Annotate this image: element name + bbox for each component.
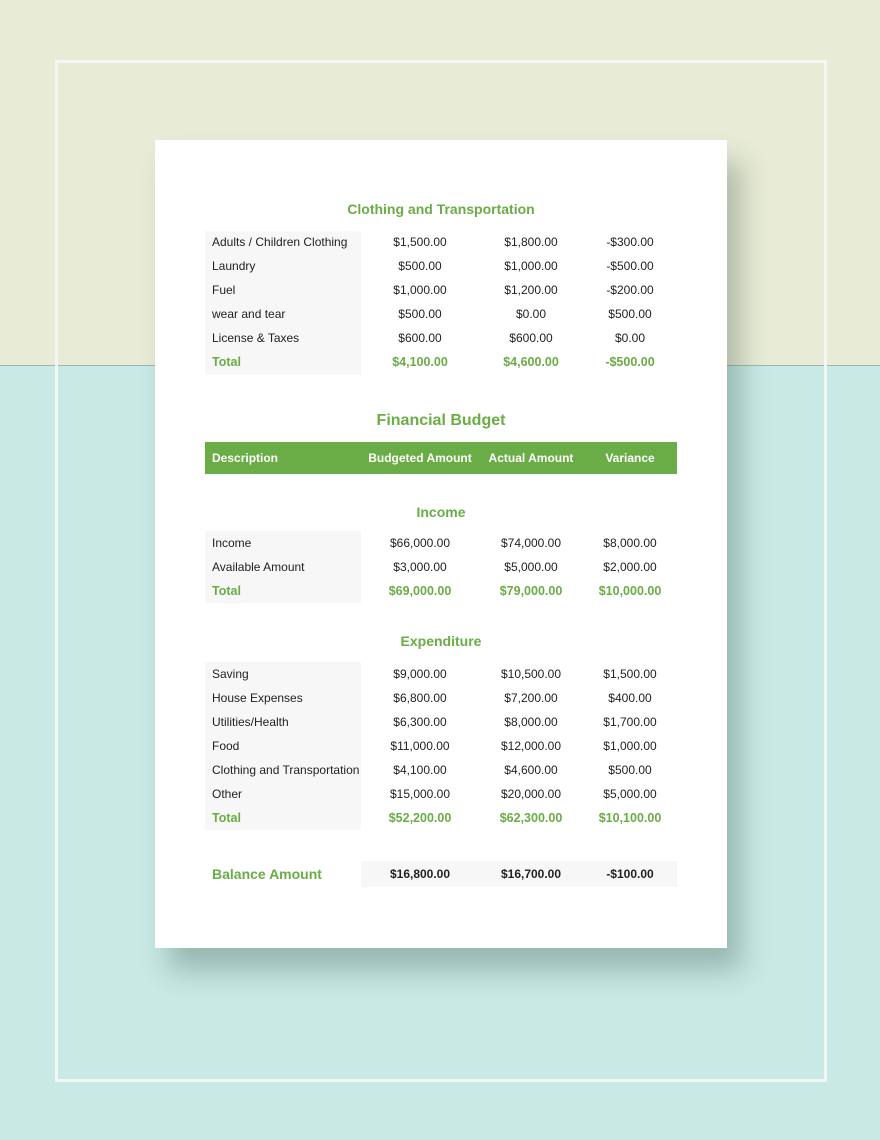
row-actual: $10,500.00 [500,667,562,681]
section-title-income: Income [416,504,466,520]
row-actual: $1,800.00 [504,235,558,249]
row-budgeted: $11,000.00 [390,739,450,753]
row-variance: $400.00 [608,691,652,705]
section-title-expenditure: Expenditure [400,633,482,649]
row-actual: $600.00 [509,331,553,345]
row-actual: $74,000.00 [500,536,562,550]
row-variance: $1,500.00 [603,667,657,681]
table-row [205,555,677,579]
header-actual: Actual Amount [488,451,574,465]
header-variance: Variance [605,451,655,465]
balance-row [205,862,677,886]
section-title-clothing-transportation: Clothing and Transportation [347,201,535,217]
total-actual: $79,000.00 [499,584,563,598]
table-row [205,326,677,350]
total-actual: $4,600.00 [503,355,559,369]
balance-budgeted: $16,800.00 [389,867,451,881]
table-row [205,782,677,806]
table-row [205,278,677,302]
table-header [205,442,677,474]
row-variance: -$500.00 [606,259,654,273]
row-actual: $5,000.00 [504,560,558,574]
row-actual: $8,000.00 [504,715,558,729]
row-description: Laundry [212,259,256,273]
row-variance: $1,700.00 [603,715,657,729]
row-description: House Expenses [212,691,303,705]
row-budgeted: $500.00 [398,259,442,273]
row-budgeted: $1,000.00 [393,283,447,297]
row-budgeted: $500.00 [398,307,442,321]
row-budgeted: $4,100.00 [393,763,447,777]
row-budgeted: $9,000.00 [393,667,447,681]
row-budgeted: $6,800.00 [393,691,447,705]
row-budgeted: $1,500.00 [393,235,447,249]
row-budgeted: $15,000.00 [389,787,451,801]
total-row [205,579,677,603]
row-description: Income [212,536,252,550]
row-variance: $2,000.00 [603,560,657,574]
row-budgeted: $6,300.00 [393,715,447,729]
row-budgeted: $66,000.00 [389,536,451,550]
balance-actual: $16,700.00 [500,867,562,881]
total-label: Total [212,584,241,598]
row-description: Food [212,739,240,753]
table-row [205,734,677,758]
total-variance: $10,000.00 [598,584,662,598]
row-description: Fuel [212,283,236,297]
row-actual: $1,200.00 [504,283,558,297]
row-actual: $0.00 [515,307,547,321]
row-description: Clothing and Transportation [212,763,360,777]
row-description: Saving [212,667,249,681]
total-row [205,806,677,830]
row-variance: $8,000.00 [603,536,657,550]
row-variance: $1,000.00 [603,739,657,753]
row-description: Utilities/Health [212,715,289,729]
row-budgeted: $600.00 [398,331,442,345]
row-description: Adults / Children Clothing [212,235,348,249]
header-description: Description [212,451,279,465]
header-budgeted: Budgeted Amount [368,451,472,465]
total-row [205,350,677,374]
total-variance: $10,100.00 [598,811,662,825]
balance-label: Balance Amount [212,866,322,882]
row-variance: -$300.00 [606,235,654,249]
table-row [205,662,677,686]
table-row [205,531,677,555]
total-variance: -$500.00 [605,355,655,369]
total-actual: $62,300.00 [499,811,563,825]
table-row [205,710,677,734]
row-actual: $7,200.00 [504,691,558,705]
balance-variance: -$100.00 [606,867,654,881]
table-row [205,758,677,782]
total-label: Total [212,355,241,369]
row-actual: $12,000.00 [500,739,562,753]
table-row [205,254,677,278]
table-row [205,230,677,254]
row-variance: $500.00 [608,307,652,321]
row-actual: $4,600.00 [504,763,558,777]
row-actual: $1,000.00 [504,259,558,273]
total-label: Total [212,811,241,825]
document-page [155,140,727,948]
table-row [205,686,677,710]
total-budgeted: $69,000.00 [388,584,452,598]
row-variance: -$200.00 [606,283,654,297]
row-description: wear and tear [212,307,286,321]
section-title-financial-budget: Financial Budget [376,412,506,429]
row-variance: $500.00 [608,763,652,777]
row-description: License & Taxes [212,331,300,345]
row-description: Available Amount [212,560,305,574]
total-budgeted: $4,100.00 [392,355,448,369]
row-actual: $20,000.00 [500,787,562,801]
row-budgeted: $3,000.00 [393,560,447,574]
total-budgeted: $52,200.00 [388,811,452,825]
table-row [205,302,677,326]
row-description: Other [212,787,243,801]
row-variance: $5,000.00 [603,787,657,801]
row-variance: $0.00 [614,331,646,345]
